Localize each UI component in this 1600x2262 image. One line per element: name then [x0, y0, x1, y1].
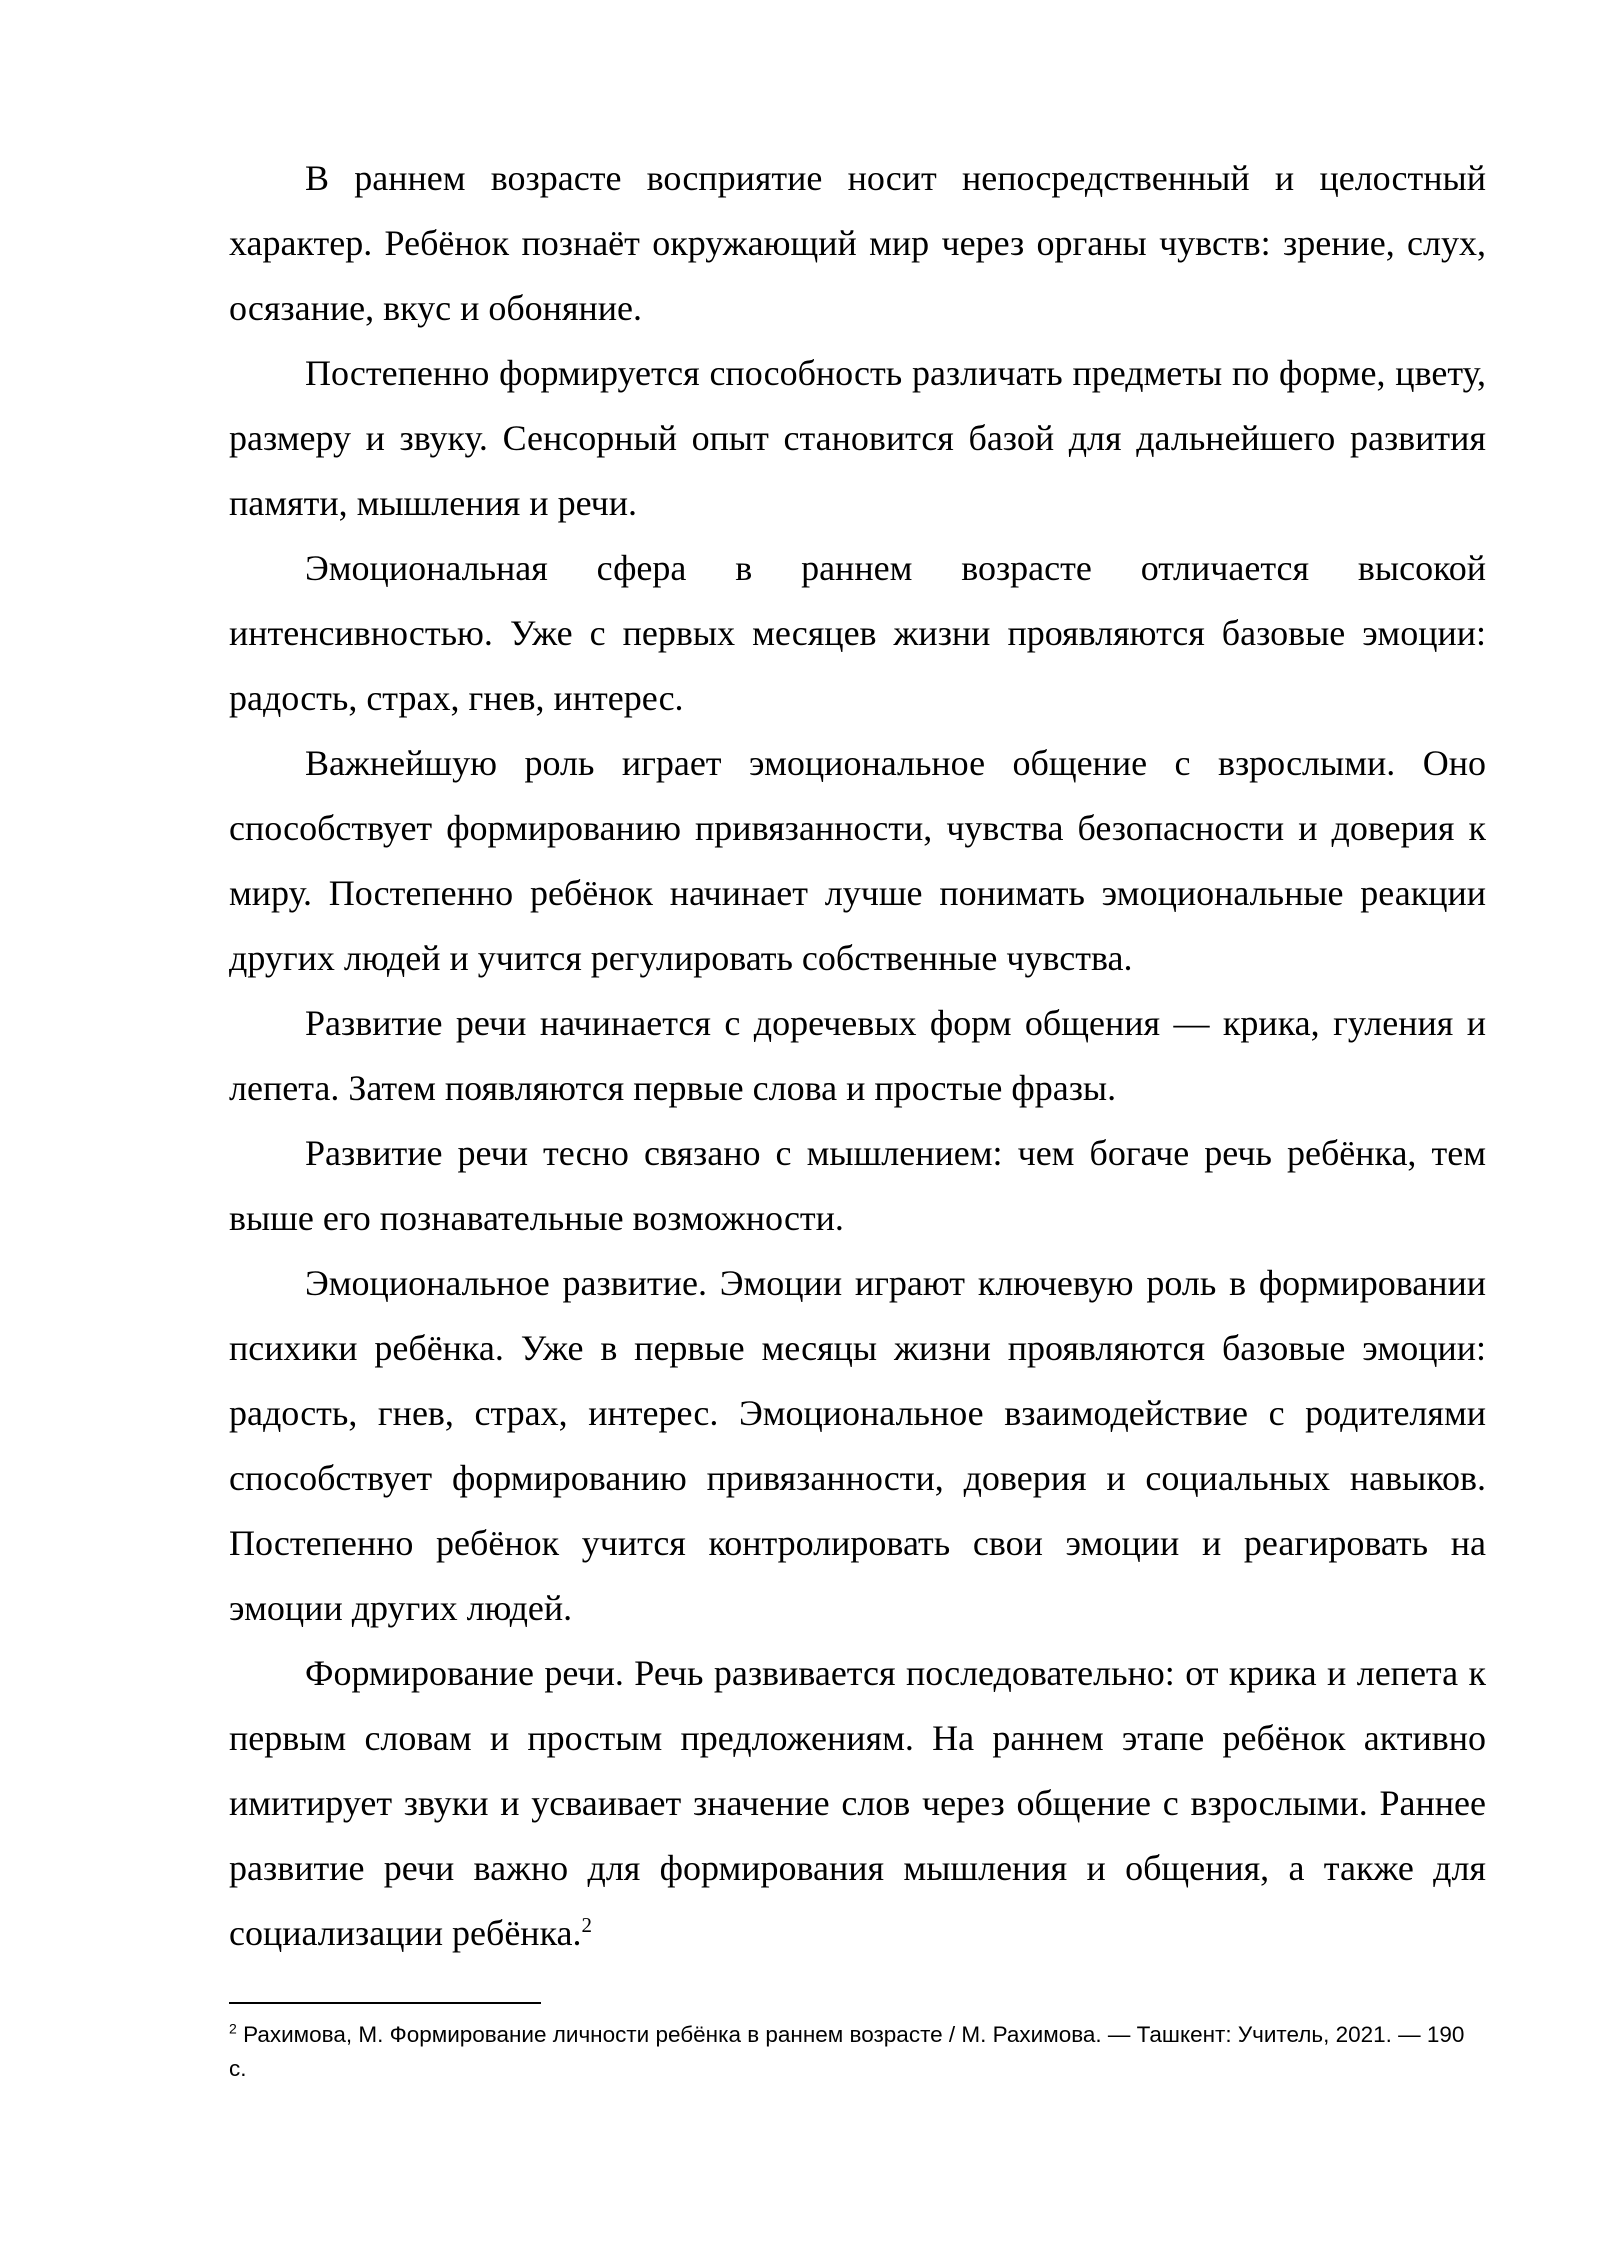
paragraph-7: Эмоциональное развитие. Эмоции играют ключевую роль в формировании психики ребёнка. Уже в первые месяцы жизни проявляются базовые эмоции: радость, гнев, страх, интерес. Эмоциональное взаимодействие с родителями способствует формированию привязанности, доверия и социальных навыков. Постепенно ребёнок учится контролировать свои эмоции и реагировать на эмоции других людей. [229, 1263, 1486, 1628]
paragraph-1: В раннем возрасте восприятие носит непосредственный и целостный характер. Ребёнок познаёт окружающий мир через органы чувств: зрение, слух, осязание, вкус и обоняние. [229, 158, 1486, 328]
paragraph-8 [229, 1641, 1486, 1966]
body-text [229, 146, 1486, 1966]
paragraph-4: Важнейшую роль играет эмоциональное общение с взрослыми. Оно способствует формированию привязанности, чувства безопасности и доверия к миру. Постепенно ребёнок начинает лучше понимать эмоциональные реакции других людей и учится регулировать собственные чувства. [229, 743, 1486, 978]
paragraph-8-text: Формирование речи. Речь развивается последовательно: от крика и лепета к первым словам и простым предложениям. На раннем этапе ребёнок активно имитирует звуки и усваивает значение слов через общение с взрослыми. Раннее развитие речи важно для формирования мышления и общения, а также для социализации ребёнка. [229, 1653, 1486, 1953]
paragraph-3: Эмоциональная сфера в раннем возрасте отличается высокой интенсивностью. Уже с первых месяцев жизни проявляются базовые эмоции: радость, страх, гнев, интерес. [229, 548, 1486, 718]
footnote-reference: 2 [581, 1913, 592, 1937]
paragraph-2: Постепенно формируется способность различать предметы по форме, цвету, размеру и звуку. Сенсорный опыт становится базой для дальнейшего развития памяти, мышления и речи. [229, 353, 1486, 523]
footnote-text: Рахимова, М. Формирование личности ребёнка в раннем возрасте / М. Рахимова. — Ташкент: Учитель, 2021. — 190 с. [229, 2022, 1465, 2081]
footnote-area [229, 2002, 1486, 2086]
footnote-number: 2 [229, 2020, 237, 2037]
paragraph-5: Развитие речи начинается с доречевых форм общения — крика, гуления и лепета. Затем появляются первые слова и простые фразы. [229, 1003, 1486, 1108]
footnote [229, 2018, 1486, 2086]
paragraph-6: Развитие речи тесно связано с мышлением: чем богаче речь ребёнка, тем выше его познавательные возможности. [229, 1133, 1486, 1238]
footnote-separator [229, 2002, 541, 2004]
